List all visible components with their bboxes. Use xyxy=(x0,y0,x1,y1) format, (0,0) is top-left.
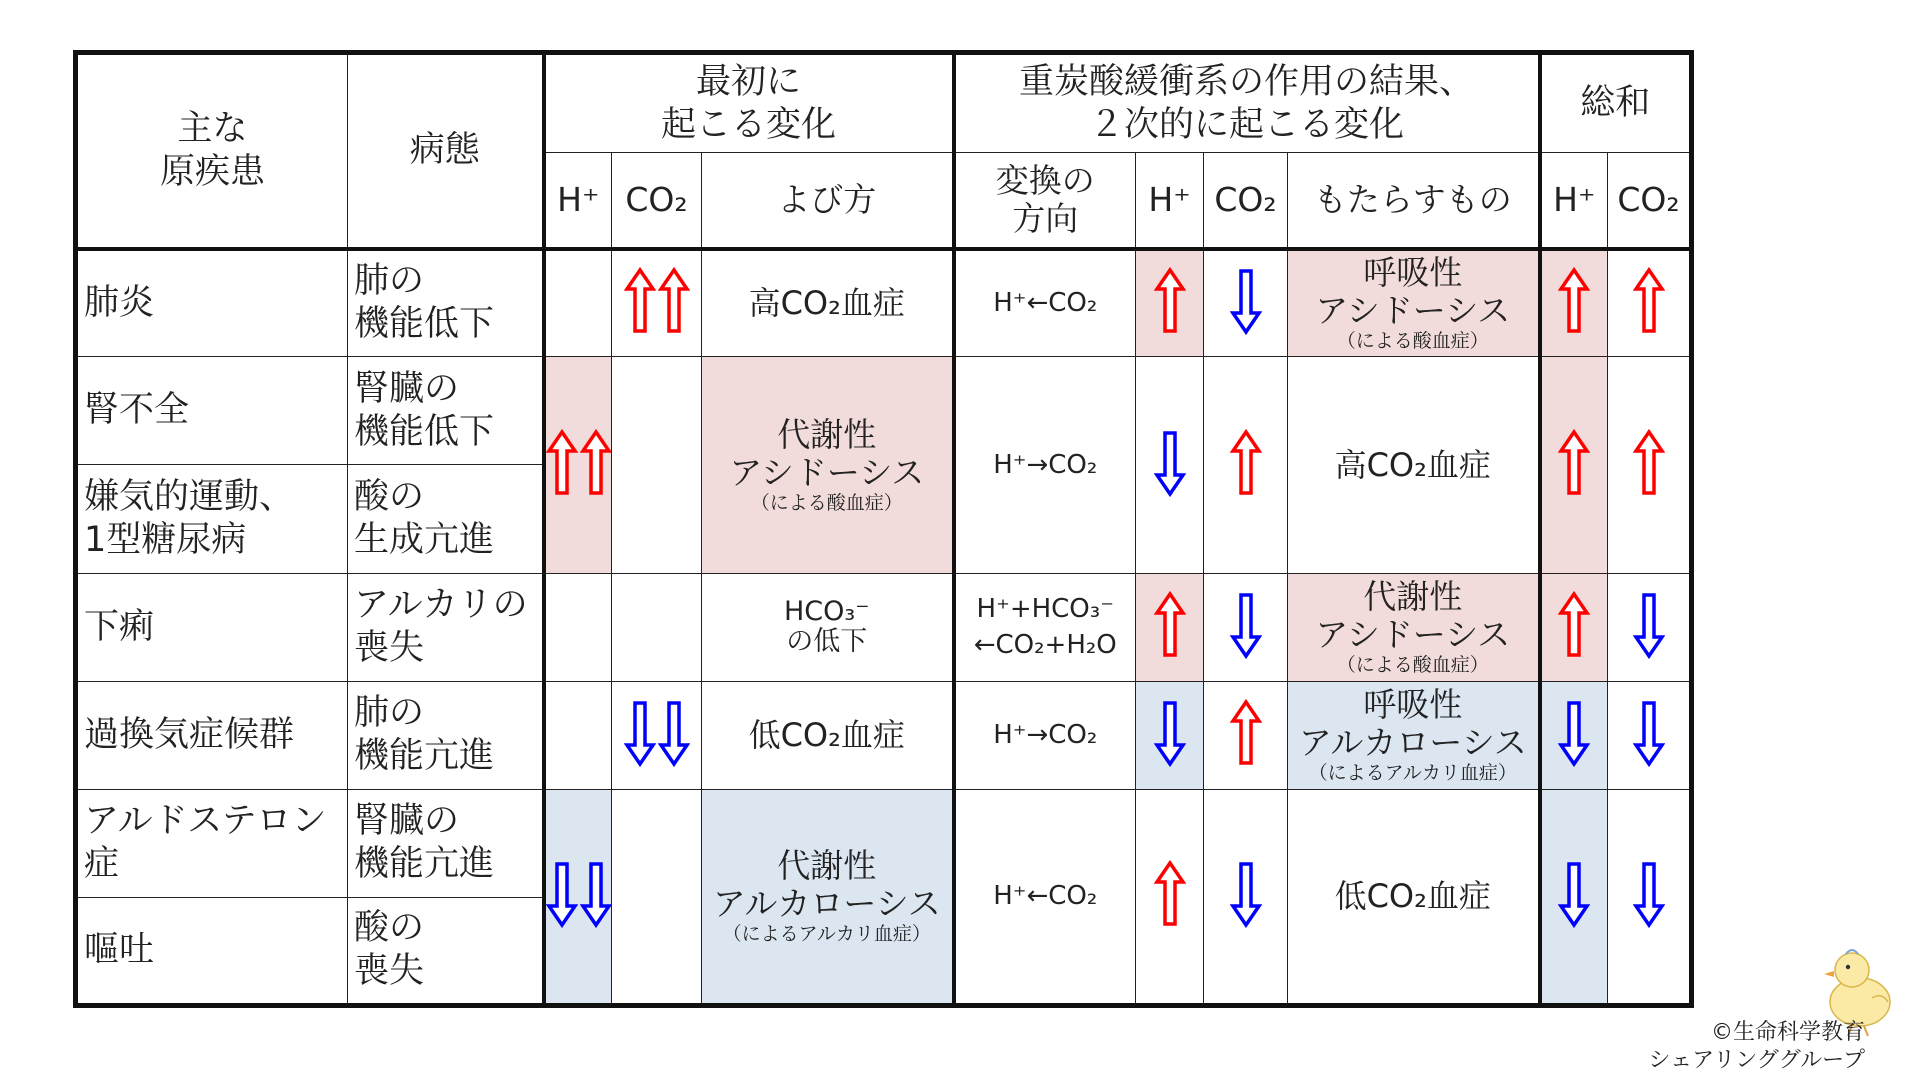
header-buffer-result: 重炭酸緩衝系の作用の結果、 ２次的に起こる変化 xyxy=(954,53,1540,153)
header-pathology: 病態 xyxy=(348,53,544,249)
sub-total-h: H⁺ xyxy=(1540,153,1608,249)
disease-cell: 過換気症候群 xyxy=(76,681,348,789)
first-co2-cell xyxy=(612,573,702,681)
sub-total-co2: CO₂ xyxy=(1608,153,1692,249)
pathology-cell: 肺の 機能亢進 xyxy=(348,681,544,789)
copyright-credit: ©生命科学教育 シェアリンググループ xyxy=(1648,1020,1865,1073)
second-h-cell xyxy=(1136,789,1204,1005)
disease-cell: 嘔吐 xyxy=(76,897,348,1005)
header-total: 総和 xyxy=(1540,53,1692,153)
first-name-cell: 代謝性 アルカローシス （によるアルカリ血症） xyxy=(702,789,954,1005)
down-arrow-icon xyxy=(624,699,690,767)
sub-conversion: 変換の 方向 xyxy=(954,153,1136,249)
up-arrow-icon xyxy=(546,429,612,497)
first-h-cell xyxy=(544,573,612,681)
sub-first-co2: CO₂ xyxy=(612,153,702,249)
up-arrow-icon xyxy=(1558,429,1590,497)
header-disease: 主な 原疾患 xyxy=(76,53,348,249)
down-arrow-icon xyxy=(1230,591,1262,659)
second-h-cell xyxy=(1136,573,1204,681)
total-co2-cell xyxy=(1608,789,1692,1005)
total-h-cell xyxy=(1540,249,1608,357)
total-h-cell xyxy=(1540,681,1608,789)
total-h-cell xyxy=(1540,357,1608,573)
second-co2-cell xyxy=(1204,789,1288,1005)
total-co2-cell xyxy=(1608,249,1692,357)
second-co2-cell xyxy=(1204,357,1288,573)
pathology-cell: 肺の 機能低下 xyxy=(348,249,544,357)
table-row xyxy=(76,357,1692,465)
pathology-cell: 酸の 生成亢進 xyxy=(348,465,544,573)
result-cell: 呼吸性 アルカローシス （によるアルカリ血症） xyxy=(1288,681,1540,789)
total-co2-cell xyxy=(1608,357,1692,573)
total-co2-cell xyxy=(1608,681,1692,789)
header-first-change: 最初に 起こる変化 xyxy=(544,53,954,153)
second-co2-cell xyxy=(1204,573,1288,681)
conversion-cell: H⁺←CO₂ xyxy=(954,249,1136,357)
down-arrow-icon xyxy=(1558,860,1590,928)
first-h-cell xyxy=(544,357,612,573)
first-name-cell: 代謝性 アシドーシス （による酸血症） xyxy=(702,357,954,573)
up-arrow-icon xyxy=(624,267,690,335)
conversion-cell: H⁺←CO₂ xyxy=(954,789,1136,1005)
up-arrow-icon xyxy=(1154,860,1186,928)
up-arrow-icon xyxy=(1633,429,1665,497)
disease-cell: 下痢 xyxy=(76,573,348,681)
down-arrow-icon xyxy=(1633,591,1665,659)
result-cell: 呼吸性 アシドーシス （による酸血症） xyxy=(1288,249,1540,357)
conversion-cell: H⁺→CO₂ xyxy=(954,681,1136,789)
first-name-cell: 低CO₂血症 xyxy=(702,681,954,789)
second-h-cell xyxy=(1136,249,1204,357)
first-co2-cell xyxy=(612,789,702,1005)
down-arrow-icon xyxy=(1230,267,1262,335)
down-arrow-icon xyxy=(546,860,612,928)
sub-first-h: H⁺ xyxy=(544,153,612,249)
total-h-cell xyxy=(1540,789,1608,1005)
down-arrow-icon xyxy=(1154,429,1186,497)
second-co2-cell xyxy=(1204,249,1288,357)
down-arrow-icon xyxy=(1230,860,1262,928)
conversion-cell: H⁺→CO₂ xyxy=(954,357,1136,573)
pathology-cell: 腎臓の 機能亢進 xyxy=(348,789,544,897)
first-h-cell xyxy=(544,681,612,789)
table-row xyxy=(76,789,1692,897)
up-arrow-icon xyxy=(1558,591,1590,659)
sub-first-name: よび方 xyxy=(702,153,954,249)
total-h-cell xyxy=(1540,573,1608,681)
sub-second-co2: CO₂ xyxy=(1204,153,1288,249)
first-co2-cell xyxy=(612,249,702,357)
result-cell: 高CO₂血症 xyxy=(1288,357,1540,573)
up-arrow-icon xyxy=(1154,267,1186,335)
first-co2-cell xyxy=(612,681,702,789)
total-co2-cell xyxy=(1608,573,1692,681)
first-h-cell xyxy=(544,789,612,1005)
pathology-cell: 酸の 喪失 xyxy=(348,897,544,1005)
second-h-cell xyxy=(1136,681,1204,789)
disease-cell: 肺炎 xyxy=(76,249,348,357)
pathology-cell: アルカリの 喪失 xyxy=(348,573,544,681)
pathology-cell: 腎臓の 機能低下 xyxy=(348,357,544,465)
first-co2-cell xyxy=(612,357,702,573)
acid-base-table xyxy=(73,50,1694,1008)
down-arrow-icon xyxy=(1558,699,1590,767)
disease-cell: 嫌気的運動、 1型糖尿病 xyxy=(76,465,348,573)
up-arrow-icon xyxy=(1154,591,1186,659)
table-row xyxy=(76,249,1692,357)
second-co2-cell xyxy=(1204,681,1288,789)
down-arrow-icon xyxy=(1154,699,1186,767)
sub-second-h: H⁺ xyxy=(1136,153,1204,249)
down-arrow-icon xyxy=(1633,860,1665,928)
second-h-cell xyxy=(1136,357,1204,573)
table-row xyxy=(76,681,1692,789)
disease-cell: アルドステロン症 xyxy=(76,789,348,897)
first-name-cell: HCO₃⁻ の低下 xyxy=(702,573,954,681)
table-row xyxy=(76,573,1692,681)
first-name-cell: 高CO₂血症 xyxy=(702,249,954,357)
up-arrow-icon xyxy=(1230,699,1262,767)
result-cell: 代謝性 アシドーシス （による酸血症） xyxy=(1288,573,1540,681)
up-arrow-icon xyxy=(1230,429,1262,497)
result-cell: 低CO₂血症 xyxy=(1288,789,1540,1005)
down-arrow-icon xyxy=(1633,699,1665,767)
first-h-cell xyxy=(544,249,612,357)
up-arrow-icon xyxy=(1633,267,1665,335)
up-arrow-icon xyxy=(1558,267,1590,335)
disease-cell: 腎不全 xyxy=(76,357,348,465)
sub-result: もたらすもの xyxy=(1288,153,1540,249)
conversion-cell: H⁺+HCO₃⁻ ←CO₂+H₂O xyxy=(954,573,1136,681)
